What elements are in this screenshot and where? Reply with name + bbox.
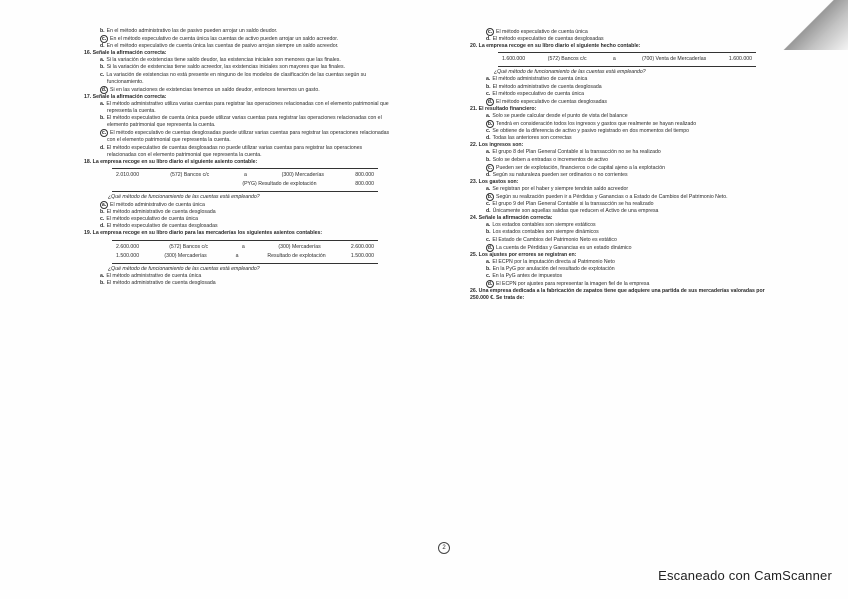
answer-option bbox=[486, 36, 770, 43]
option-letter: d. bbox=[486, 208, 491, 215]
option-letter: a. bbox=[100, 272, 105, 279]
option-letter: a. bbox=[486, 185, 491, 192]
answer-option bbox=[486, 135, 770, 142]
answer-option bbox=[100, 86, 392, 94]
option-letter: a. bbox=[486, 149, 491, 156]
option-letter: d. bbox=[100, 43, 105, 50]
answer-option bbox=[486, 149, 770, 156]
option-text: El método especulativo de cuentas desglosadas bbox=[106, 223, 218, 230]
question-title: 18. La empresa recoge en su libro diario el siguiente asiento contable: bbox=[84, 158, 258, 165]
answer-option bbox=[100, 35, 392, 43]
answer-option bbox=[100, 280, 392, 287]
journal-row bbox=[112, 180, 378, 189]
option-letter: d. bbox=[487, 244, 493, 251]
option-text: El método especulativo de cuentas desglosadas bbox=[492, 36, 604, 43]
journal-contra-amount: 800.000 bbox=[355, 180, 374, 187]
answer-option bbox=[486, 237, 770, 244]
answer-option bbox=[486, 91, 770, 98]
answer-option bbox=[100, 223, 392, 230]
question-title: 19. La empresa recoge en su libro diario para las mercaderías los siguientes asientos contables: bbox=[84, 230, 323, 237]
option-letter: b. bbox=[486, 229, 491, 236]
option-letter: b. bbox=[100, 115, 105, 122]
answer-option bbox=[100, 28, 392, 35]
option-letter: b. bbox=[487, 121, 493, 128]
option-letter: d. bbox=[487, 281, 493, 288]
option-letter: c. bbox=[100, 71, 105, 78]
answer-option bbox=[100, 57, 392, 64]
answer-option bbox=[486, 222, 770, 229]
journal-row bbox=[112, 243, 378, 252]
option-text: El grupo 8 del Plan General Contable si la transacción no se ha realizado bbox=[492, 149, 661, 156]
option-text: Se obtiene de la diferencia de activo y pasivo registrado en dos momentos del tiempo bbox=[492, 128, 689, 135]
journal-row bbox=[112, 171, 378, 180]
answer-option bbox=[486, 76, 770, 83]
answer-option bbox=[486, 273, 770, 280]
answer-option bbox=[486, 208, 770, 215]
option-text: En el método especulativo de cuenta única las cuentas de activo pueden arrojar un saldo acreedor. bbox=[110, 36, 339, 43]
question-title: 17. Señale la afirmación correcta: bbox=[84, 93, 167, 100]
question-title: 26. Una empresa dedicada a la fabricación de zapatos tiene que adquiere una partida de sus mercaderías valoradas por 250.000 €. Se trata de: bbox=[470, 288, 765, 302]
journal-contra-amount: 1.600.000 bbox=[728, 56, 752, 63]
answer-option bbox=[486, 28, 770, 36]
journal-row bbox=[498, 55, 756, 64]
option-letter: a. bbox=[100, 57, 105, 64]
option-letter: c. bbox=[486, 273, 491, 279]
journal-account: (572) Bancos c/c bbox=[169, 243, 209, 250]
option-text: Si la variación de existencias tiene saldo deudor, las existencias iniciales son menores que las finales. bbox=[106, 57, 341, 64]
right-column bbox=[470, 28, 770, 302]
option-text: Solo se deben a entradas o incrementos de activo bbox=[492, 156, 608, 163]
option-text: Según su naturaleza pueden ser ordinarios o no corrientes bbox=[492, 171, 628, 178]
option-text: Todas las anteriores son correctas bbox=[492, 135, 572, 142]
answer-option bbox=[100, 273, 392, 280]
journal-x: a bbox=[612, 56, 616, 63]
answer-option bbox=[100, 129, 392, 144]
option-text: El ECPN por ajustes para representar la imagen fiel de la empresa bbox=[496, 281, 650, 288]
option-letter: c. bbox=[101, 130, 107, 137]
journal-contra: Resultado de explotación bbox=[267, 252, 326, 259]
answer-option bbox=[486, 164, 770, 172]
question-prompt: ¿Qué método de funcionamiento de las cuentas está empleando? bbox=[494, 69, 646, 76]
option-letter: d. bbox=[486, 171, 491, 178]
question-prompt: ¿Qué método de funcionamiento de las cuentas está empleando? bbox=[108, 265, 260, 272]
option-text: El método administrativo utiliza varias cuentas para registrar las operaciones relacionadas con el elemento patrimonial que representa la cuenta. bbox=[106, 100, 389, 115]
answer-option bbox=[486, 113, 770, 120]
journal-entry-18 bbox=[112, 168, 378, 192]
question-title: 23. Los gastos son: bbox=[470, 178, 519, 185]
journal-entry-20 bbox=[498, 52, 756, 67]
option-text: El método especulativo de cuenta única puede utilizar varias cuentas para registrar las operaciones relacionadas con el elemento patrimonial que representa la cuenta. bbox=[106, 115, 382, 129]
option-text: El método administrativo de cuenta desglosada bbox=[492, 83, 602, 90]
option-text: Los estados contables son siempre estáticos bbox=[492, 222, 596, 229]
option-letter: b. bbox=[487, 193, 493, 200]
option-letter: d. bbox=[487, 98, 493, 105]
scanner-watermark: Escaneado con CamScanner bbox=[658, 568, 832, 583]
journal-contra-amount: 800.000 bbox=[355, 171, 374, 178]
question-title: 20. La empresa recoge en su libro diario el siguiente hecho contable: bbox=[470, 43, 641, 50]
option-letter: c. bbox=[486, 90, 491, 97]
question-title: 16. Señale la afirmación correcta: bbox=[84, 50, 167, 57]
option-text: El método especulativo de cuentas desglosadas bbox=[496, 98, 608, 105]
option-text: El grupo 9 del Plan General Contable si la transacción se ha realizado bbox=[492, 201, 654, 208]
option-letter: b. bbox=[100, 279, 105, 286]
journal-account: (300) Mercaderías bbox=[164, 252, 207, 259]
option-text: Tendrá en consideración todos los ingresos y gastos que realmente se hayan realizado bbox=[496, 121, 697, 128]
option-text: Según su realización pueden ir a Pérdidas y Ganancias o a Estado de Cambios del Patrimonio Neto. bbox=[496, 193, 728, 200]
answer-option bbox=[486, 172, 770, 179]
option-letter: c. bbox=[101, 36, 107, 43]
option-letter: a. bbox=[486, 112, 491, 119]
option-letter: b. bbox=[486, 83, 491, 90]
answer-option bbox=[486, 280, 770, 288]
option-text: Los estados contables son siempre dinámicos bbox=[492, 229, 599, 236]
option-text: El método especulativo de cuentas desglosadas puede utilizar varias cuentas para registrar las operaciones relacionadas con el elemento patrimonial que representa la cuenta. bbox=[107, 130, 390, 144]
answer-option bbox=[486, 186, 770, 193]
option-letter: a. bbox=[100, 100, 105, 107]
option-letter: a. bbox=[486, 76, 491, 83]
journal-x: a bbox=[235, 252, 239, 259]
right-block-1 bbox=[470, 28, 770, 50]
journal-contra-amount: 1.500.000 bbox=[350, 252, 374, 259]
answer-option bbox=[100, 64, 392, 71]
answer-option bbox=[486, 98, 770, 106]
journal-amount: 1.500.000 bbox=[116, 252, 140, 259]
left-column bbox=[84, 28, 392, 287]
option-letter: d. bbox=[101, 86, 107, 93]
option-text: El método especulativo de cuenta única bbox=[496, 29, 588, 35]
page-corner-shadow bbox=[768, 0, 848, 50]
journal-row bbox=[112, 252, 378, 261]
question-prompt: ¿Qué método de funcionamiento de las cuentas está empleando? bbox=[108, 193, 260, 200]
option-text: Pueden ser de explotación, financieros o de capital ajeno a la explotación bbox=[496, 164, 665, 171]
question-title: 25. Los ajustes por errores se registran en: bbox=[470, 251, 577, 258]
answer-option bbox=[486, 157, 770, 164]
journal-contra: (300) Mercaderías bbox=[281, 171, 325, 178]
left-block-2 bbox=[84, 194, 392, 238]
option-text: El método especulativo de cuenta única bbox=[492, 90, 585, 97]
journal-amount: 2.600.000 bbox=[116, 243, 140, 250]
option-letter: b. bbox=[486, 265, 491, 272]
journal-amount: 1.600.000 bbox=[502, 56, 526, 63]
option-text: El método especulativo de cuenta única bbox=[106, 216, 199, 223]
journal-account: (572) Bancos c/c bbox=[547, 56, 587, 63]
option-text: La cuenta de Pérdidas y Ganancias es un estado dinámico bbox=[496, 244, 632, 251]
question-title: 24. Señale la afirmación correcta: bbox=[470, 215, 553, 222]
answer-option bbox=[486, 229, 770, 236]
option-text: El método administrativo de cuenta desglosada bbox=[106, 279, 216, 286]
option-text: Si en las variaciones de existencias tenemos un saldo deudor, entonces tenemos un gasto. bbox=[110, 86, 320, 93]
journal-contra: (300) Mercaderías bbox=[278, 243, 321, 250]
option-letter: d. bbox=[100, 223, 105, 230]
journal-x: a bbox=[243, 171, 247, 178]
page-number: 2 bbox=[438, 542, 450, 554]
option-letter: c. bbox=[100, 216, 105, 223]
left-block-3 bbox=[84, 266, 392, 287]
option-letter: b. bbox=[100, 64, 105, 71]
journal-account: (572) Bancos c/c bbox=[170, 171, 210, 178]
option-letter: a. bbox=[101, 202, 107, 209]
option-letter: d. bbox=[486, 135, 491, 142]
option-letter: b. bbox=[486, 156, 491, 163]
option-letter: c. bbox=[486, 236, 491, 243]
option-letter: c. bbox=[486, 128, 491, 135]
option-text: En el método especulativo de cuenta única las cuentas de pasivo arrojan siempre un saldo acreedor. bbox=[106, 43, 339, 50]
right-block-2 bbox=[470, 69, 770, 302]
option-letter: c. bbox=[486, 201, 491, 208]
option-text: El método administrativo de cuenta única bbox=[110, 202, 205, 209]
answer-option bbox=[100, 43, 392, 50]
answer-option bbox=[100, 101, 392, 115]
answer-option bbox=[486, 84, 770, 91]
answer-option bbox=[486, 266, 770, 273]
answer-option bbox=[486, 128, 770, 135]
journal-amount: 2.010.000 bbox=[116, 171, 140, 178]
option-letter: b. bbox=[100, 28, 105, 34]
option-text: El método administrativo de cuenta única bbox=[492, 76, 588, 83]
option-text: En el método administrativo las de pasivo pueden arrojar un saldo deudor. bbox=[106, 28, 278, 34]
option-letter: b. bbox=[100, 209, 105, 216]
answer-option bbox=[486, 259, 770, 266]
option-letter: c. bbox=[487, 29, 493, 35]
option-text: Si la variación de existencias tiene saldo acreedor, las existencias iniciales son mayores que las finales. bbox=[106, 64, 346, 71]
option-letter: d. bbox=[100, 144, 105, 151]
option-text: El método administrativo de cuenta única bbox=[106, 272, 202, 279]
option-letter: d. bbox=[486, 36, 491, 43]
option-text: Únicamente son aquellas salidas que reducen el Activo de una empresa bbox=[492, 208, 659, 215]
answer-option bbox=[100, 72, 392, 86]
answer-option bbox=[100, 216, 392, 223]
option-text: Solo se puede calcular desde el punto de vista del balance bbox=[492, 112, 628, 119]
option-letter: a. bbox=[486, 222, 491, 229]
journal-x bbox=[194, 181, 204, 188]
option-text: El ECPN por la imputación directa al Patrimonio Neto bbox=[492, 258, 615, 265]
journal-x: a bbox=[241, 243, 245, 250]
journal-contra: (PYG) Resultado de explotación bbox=[242, 180, 317, 187]
journal-entry-19 bbox=[112, 240, 378, 264]
option-letter: c. bbox=[487, 164, 493, 171]
option-letter: a. bbox=[486, 258, 491, 265]
answer-option bbox=[100, 201, 392, 209]
left-block-1 bbox=[84, 28, 392, 166]
answer-option bbox=[486, 193, 770, 201]
journal-contra-amount: 2.600.000 bbox=[350, 243, 374, 250]
answer-option bbox=[486, 244, 770, 252]
question-title: 21. El resultado financiero: bbox=[470, 105, 537, 112]
option-text: El método especulativo de cuentas desglosadas no puede utilizar varias cuentas para registrar las operaciones relacionadas con el elemento patrimonial que representa la cuenta. bbox=[106, 144, 363, 158]
answer-option bbox=[100, 209, 392, 216]
answer-option bbox=[100, 115, 392, 129]
answer-option bbox=[486, 120, 770, 128]
option-text: El Estado de Cambios del Patrimonio Neto es estático bbox=[492, 236, 617, 243]
option-text: En la PyG por anulación del resultado de explotación bbox=[492, 265, 615, 272]
question-title: 22. Los ingresos son: bbox=[470, 142, 524, 149]
journal-contra: (700) Venta de Mercaderías bbox=[641, 56, 707, 63]
answer-option bbox=[100, 145, 392, 159]
option-text: En la PyG antes de impuestos bbox=[492, 273, 563, 279]
option-text: El método administrativo de cuenta desglosada bbox=[106, 209, 216, 216]
option-text: La variación de existencias no está presente en ninguno de los modelos de clasificación de las cuentas según su funcionamiento. bbox=[106, 71, 367, 85]
option-text: Se registran por el haber y siempre tendrán saldo acreedor bbox=[492, 185, 629, 192]
